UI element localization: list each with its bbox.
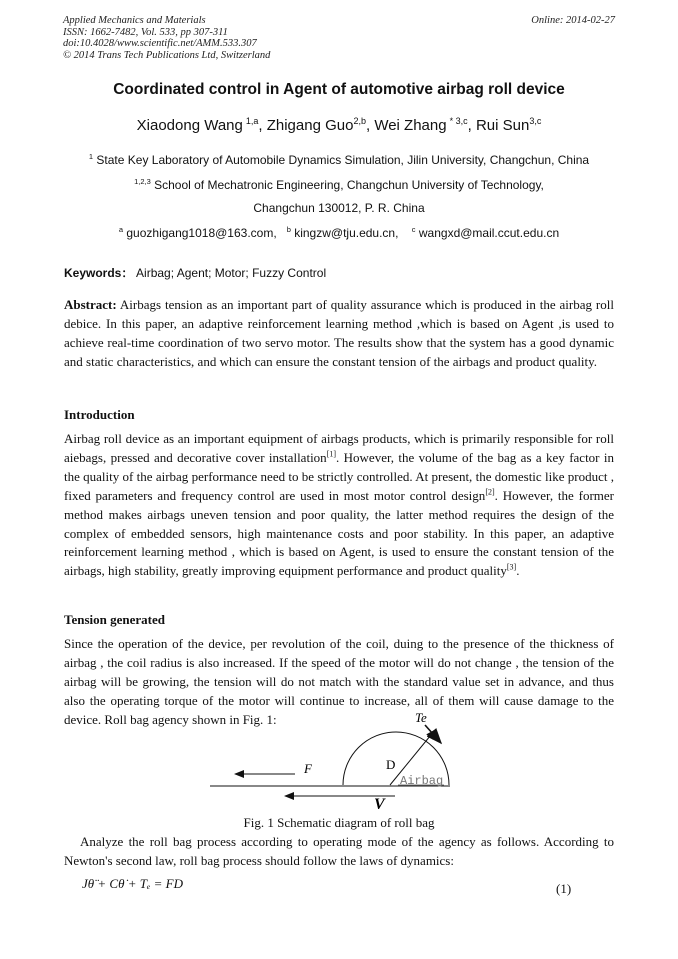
author-name: Xiaodong Wang xyxy=(136,117,243,134)
torque-label: Te xyxy=(415,710,427,725)
torque-arrow xyxy=(425,725,441,743)
affiliation-1 xyxy=(0,152,678,167)
analysis-paragraph: Analyze the roll bag process according to operating mode of the agency as follows. According to Newton's second law, roll bag process should follow the laws of dynamics: xyxy=(64,834,614,868)
abstract-text: Airbags tension as an important part of quality assurance which is produced in the airbag roll debice. In this paper, an adaptive reinforcement learning method ,which is based on Agent ,is used to achieve real-time coordination of two servo motor. The results show that the system has a good dynamic and static characteristics, and which can ensure the constant tension of the airbags and product quality. xyxy=(64,297,614,369)
section-heading-introduction: Introduction xyxy=(64,407,135,422)
airbag-label: Airbag xyxy=(400,774,444,788)
keywords-label: Keywords： xyxy=(64,266,134,280)
affiliation-text: State Key Laboratory of Automobile Dynamics Simulation, Jilin University, Changchun, China xyxy=(96,153,590,167)
affiliation-text: School of Mechatronic Engineering, Changchun University of Technology, xyxy=(154,178,544,192)
figure-caption: Fig. 1 Schematic diagram of roll bag xyxy=(243,815,435,830)
keywords-text: Airbag; Agent; Motor; Fuzzy Control xyxy=(136,266,327,280)
email-sup: b xyxy=(286,225,291,234)
email-a: guozhigang1018@163.com, xyxy=(126,226,277,240)
force-label: F xyxy=(304,761,312,776)
abstract-label: Abstract: xyxy=(64,297,117,312)
author-name: Rui Sun xyxy=(475,117,530,134)
author-affil-sup: 1,a xyxy=(245,116,259,126)
paper-title: Coordinated control in Agent of automotive airbag roll device xyxy=(113,81,565,98)
author-list: Xiaodong Wang $^{1,a}$, Zhigang Guo$^{2,b}$, Wei Zhang $^{* 3,c}$, Rui Sun$^{3,c}$ xyxy=(136,116,542,134)
tension-paragraph: Since the operation of the device, per revolution of the coil, duing to the presence of the thickness of airbag , the coil radius is also increased. If the speed of the motor will do not change , the tension of the airbag will be growing, the tension will do not match with the standard value set in advance, and thus also the operating torque of the motor will continue to increase, all of them will cause damage to the device. Roll bag agency shown in Fig. 1: xyxy=(64,636,614,727)
citation-ref: [2] xyxy=(485,487,495,497)
email-line xyxy=(0,225,678,240)
author-affil-sup: 2,b xyxy=(353,116,366,126)
equation-1: Jθ̈ + Cθ̇ + Tₑ = FD xyxy=(82,876,183,891)
author-affil-sup: * 3,c xyxy=(449,116,468,126)
affiliation-2-cont: Changchun 130012, P. R. China xyxy=(253,201,425,215)
journal-name: Applied Mechanics and Materials xyxy=(63,15,206,26)
velocity-label: V xyxy=(374,796,385,813)
roll-bag-diagram xyxy=(200,703,460,813)
author-name: Wei Zhang xyxy=(374,117,447,134)
introduction-paragraph xyxy=(64,430,614,581)
doi-line: doi:10.4028/www.scientific.net/AMM.533.307 xyxy=(63,38,257,49)
affiliation-2 xyxy=(0,177,678,192)
affiliation-sup: 1 xyxy=(88,152,94,161)
email-c: wangxd@mail.ccut.edu.cn xyxy=(418,226,560,240)
issn-line: ISSN: 1662-7482, Vol. 533, pp 307-311 xyxy=(63,26,228,38)
keywords xyxy=(64,264,326,281)
author-name: Zhigang Guo xyxy=(266,117,354,134)
abstract xyxy=(64,296,614,372)
citation-ref: [3] xyxy=(506,563,517,573)
intro-text: . However, the former method makes airbags uneven tension and poor quality, the latter method requires the design of the complex of embedded sensors, high maintenance costs and poor stability. In this paper, an adaptive reinforcement learning method , which is based on Agent, is used to ensure the constant tension of the airbags, high stability, greatly improving equipment performance and product quality xyxy=(64,487,614,579)
author-affil-sup: 3,c xyxy=(529,116,542,126)
affiliation-sup: 1,2,3 xyxy=(134,177,151,186)
citation-ref: [1] xyxy=(326,449,337,459)
copyright-line: © 2014 Trans Tech Publications Ltd, Switzerland xyxy=(63,49,271,61)
journal-header xyxy=(63,15,615,61)
equation-number: (1) xyxy=(556,881,572,896)
email-sup: c xyxy=(411,225,416,234)
intro-text: Airbag roll device as an important equipment of airbags products, which is primarily responsible for roll aiebags, pressed and decorative cover installation xyxy=(64,431,614,465)
online-date: Online: 2014-02-27 xyxy=(531,15,615,26)
intro-text: . However, the volume of the bag as a key factor in the quality of the airbag performance need to be strictly controlled. At present, the domestic like product , fixed parameters and frequency control are used in most motor control design xyxy=(64,449,614,503)
email-b: kingzw@tju.edu.cn, xyxy=(294,226,399,240)
section-heading-tension: Tension generated xyxy=(64,612,165,627)
email-sup: a xyxy=(118,225,124,234)
diameter-label: D xyxy=(386,757,396,772)
intro-text: . xyxy=(516,563,520,579)
